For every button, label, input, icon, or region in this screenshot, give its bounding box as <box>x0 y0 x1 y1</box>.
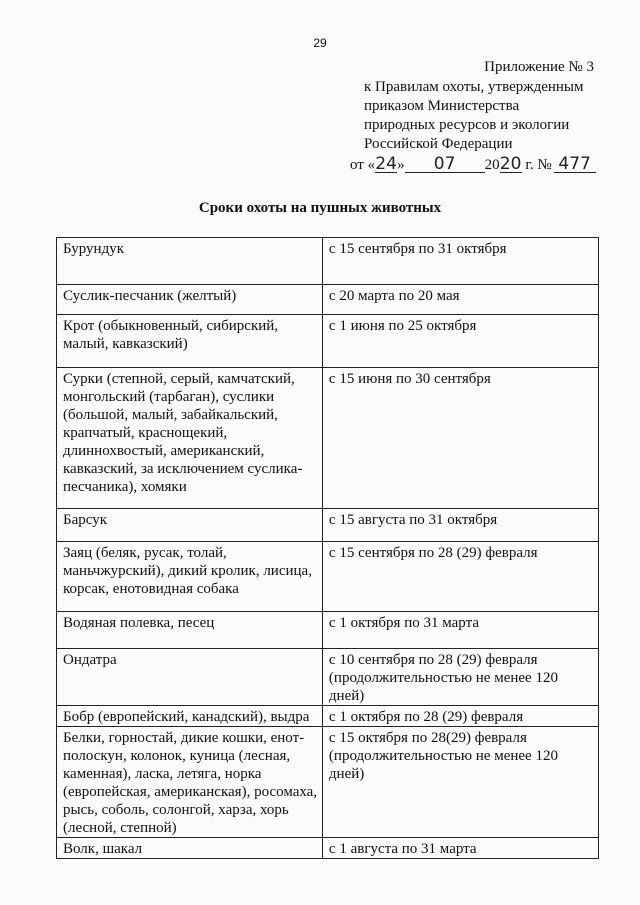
period-cell: с 1 октября по 28 (29) февраля <box>322 706 598 727</box>
appendix-title: Приложение № 3 <box>484 59 594 75</box>
year-prefix: 20 <box>484 157 500 173</box>
order-date-line <box>350 155 610 175</box>
animal-cell: Волк, шакал <box>57 838 323 859</box>
appendix-line: Российской Федерации <box>364 136 513 152</box>
animal-cell: Водяная полевка, песец <box>57 612 323 649</box>
date-prefix: от « <box>350 157 376 173</box>
appendix-block <box>364 58 604 154</box>
document-heading: Сроки охоты на пушных животных <box>198 200 442 216</box>
animal-cell: Сурки (степной, серый, камчатский, монгольский (тарбаган), суслики (большой, малый, забайкальский, крапчатый, краснощекий, длиннохвостый, американский, кавказский, за исключением суслика-песчаника), хомяки <box>57 368 323 509</box>
handwritten-year: 20 <box>499 154 522 174</box>
animal-cell: Крот (обыкновенный, сибирский, малый, кавказский) <box>57 315 323 368</box>
table-row <box>57 509 599 542</box>
table-row <box>57 727 599 838</box>
period-cell: с 20 марта по 20 мая <box>322 285 598 315</box>
table-row <box>57 612 599 649</box>
table-row <box>57 706 599 727</box>
animal-cell: Барсук <box>57 509 323 542</box>
animal-cell: Бурундук <box>57 238 323 285</box>
date-close-quote: » <box>397 157 405 173</box>
animal-cell: Ондатра <box>57 649 323 706</box>
appendix-line: приказом Министерства <box>364 98 520 114</box>
period-cell: с 15 октября по 28(29) февраля (продолжительностью не менее 120 дней) <box>322 727 598 838</box>
table-row <box>57 315 599 368</box>
table-row <box>57 649 599 706</box>
handwritten-month: 07 <box>405 156 485 173</box>
period-cell: с 10 сентября по 28 (29) февраля (продолжительностью не менее 120 дней) <box>322 649 598 706</box>
period-cell: с 1 июня по 25 октября <box>322 315 598 368</box>
animal-cell: Суслик-песчаник (желтый) <box>57 285 323 315</box>
table-row <box>57 838 599 859</box>
handwritten-day: 24 <box>375 154 397 174</box>
period-cell: с 15 июня по 30 сентября <box>322 368 598 509</box>
animal-cell: Бобр (европейский, канадский), выдра <box>57 706 323 727</box>
page-number: 29 <box>313 36 327 50</box>
table-row <box>57 238 599 285</box>
animal-cell: Белки, горностай, дикие кошки, енот-полоскун, колонок, куница (лесная, каменная), ласка, летяга, норка (европейская, американская), росомаха, рысь, соболь, солонгой, харза, хорь (лесной, степной) <box>57 727 323 838</box>
animal-cell: Заяц (беляк, русак, толай, маньчжурский), дикий кролик, лисица, корсак, енотовидная собака <box>57 542 323 612</box>
period-cell: с 1 октября по 31 марта <box>322 612 598 649</box>
hunting-periods-table <box>56 237 599 859</box>
appendix-line: природных ресурсов и экологии <box>364 117 570 133</box>
handwritten-number: 477 <box>554 156 596 173</box>
period-cell: с 15 сентября по 31 октября <box>322 238 598 285</box>
table-row <box>57 368 599 509</box>
table-row <box>57 542 599 612</box>
period-cell: с 1 августа по 31 марта <box>322 838 598 859</box>
period-cell: с 15 сентября по 28 (29) февраля <box>322 542 598 612</box>
appendix-line: к Правилам охоты, утвержденным <box>364 79 584 95</box>
period-cell: с 15 августа по 31 октября <box>322 509 598 542</box>
number-label: г. № <box>521 157 552 173</box>
table-row <box>57 285 599 315</box>
